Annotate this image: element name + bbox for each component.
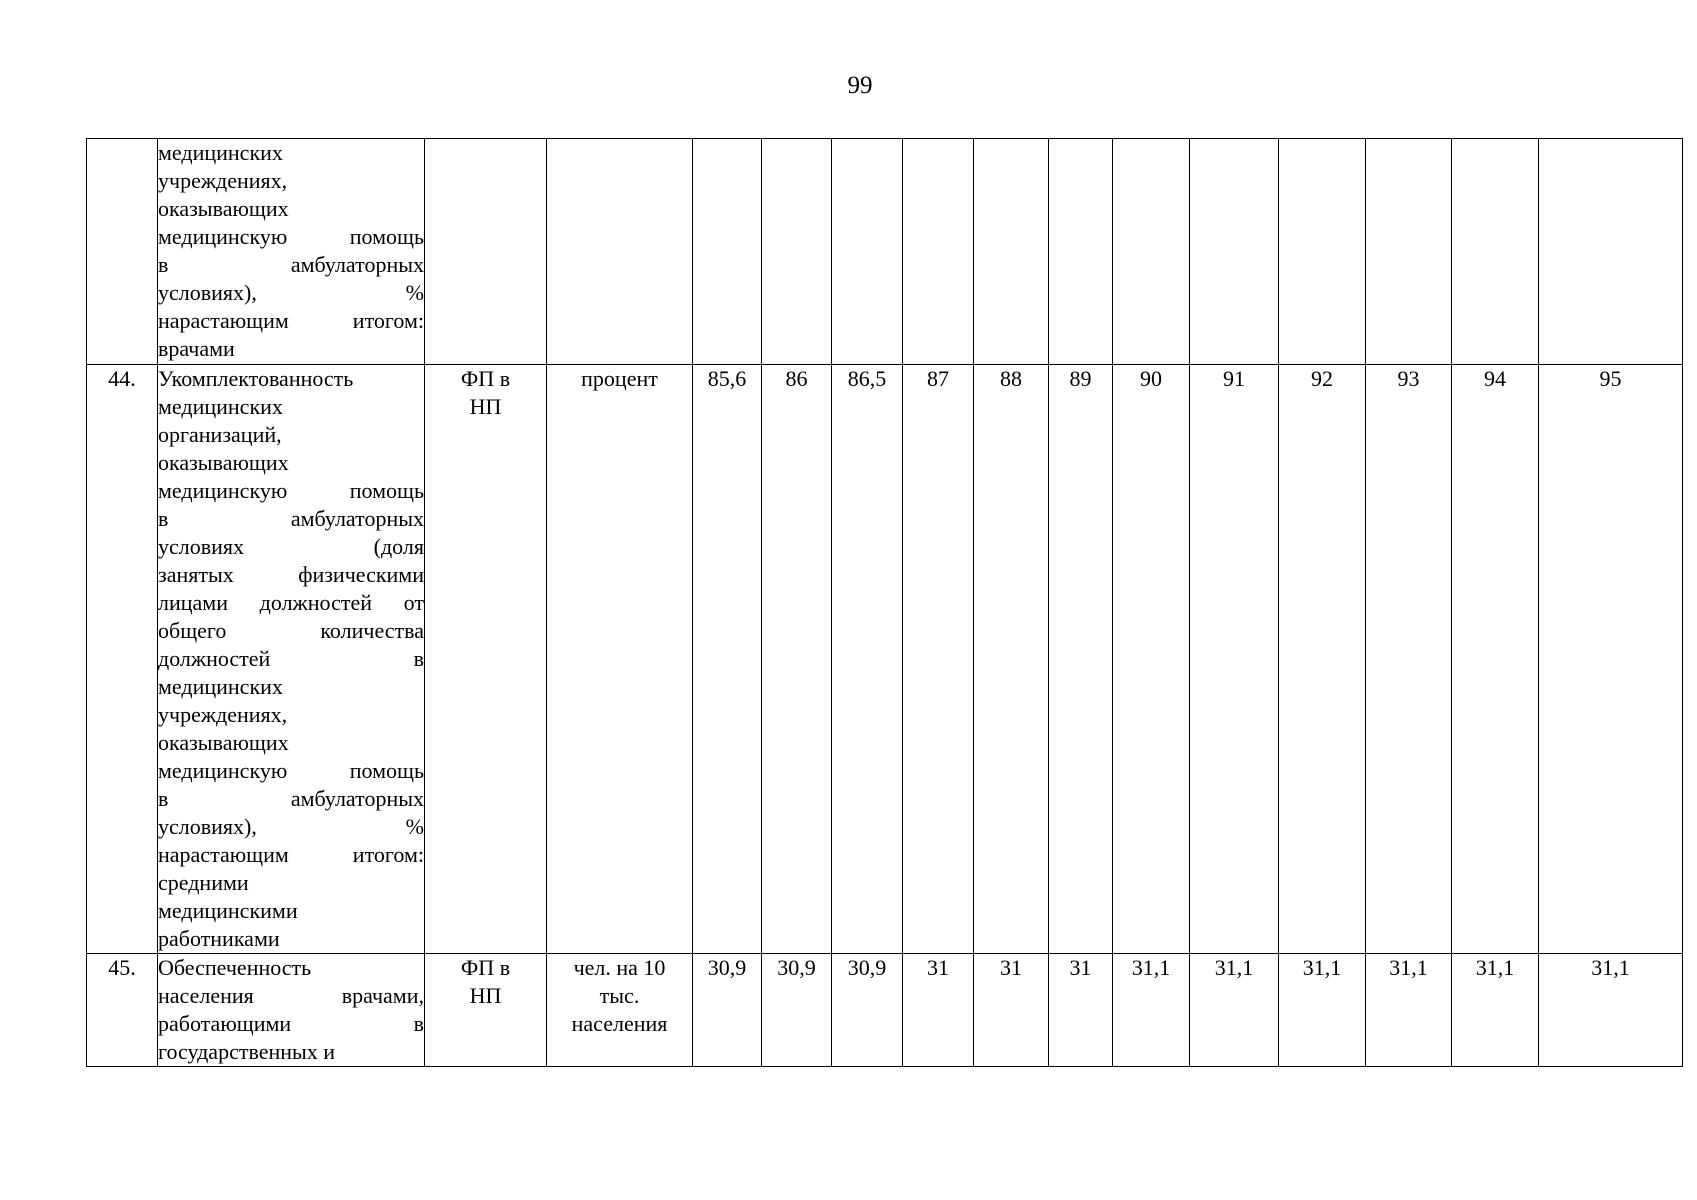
description-line: работниками bbox=[158, 926, 280, 951]
value-cell: 31,1 bbox=[1190, 954, 1279, 1067]
description-line: условиях (доля bbox=[158, 534, 424, 559]
description-line: учреждениях, bbox=[158, 702, 288, 727]
source-line: НП bbox=[469, 394, 502, 419]
description-line: медицинскими bbox=[158, 898, 298, 923]
description-line: общего количества bbox=[158, 618, 424, 643]
indicator-description bbox=[158, 139, 425, 365]
value-cell: 85,6 bbox=[693, 365, 762, 954]
value-cell: 31 bbox=[903, 954, 974, 1067]
description-line: медицинскую помощь bbox=[158, 224, 424, 249]
description-line: нарастающим итогом: bbox=[158, 308, 424, 333]
description-line: оказывающих bbox=[158, 450, 289, 475]
description-line: оказывающих bbox=[158, 730, 289, 755]
description-line: средними bbox=[158, 870, 249, 895]
description-line: организаций, bbox=[158, 422, 282, 447]
indicator-description bbox=[158, 954, 425, 1067]
value-cell bbox=[1190, 139, 1279, 365]
description-line: в амбулаторных bbox=[158, 786, 424, 811]
indicator-unit bbox=[547, 954, 693, 1067]
value-cell: 95 bbox=[1539, 365, 1683, 954]
description-line: условиях), % bbox=[158, 280, 424, 305]
value-cell bbox=[1366, 139, 1452, 365]
indicator-description bbox=[158, 365, 425, 954]
description-line: оказывающих bbox=[158, 196, 289, 221]
page-number: 99 bbox=[847, 72, 873, 99]
indicators-table bbox=[86, 138, 1683, 1067]
description-line: населения врачами, bbox=[158, 983, 424, 1008]
value-cell: 88 bbox=[974, 365, 1049, 954]
description-line: Обеспеченность bbox=[158, 955, 312, 980]
description-line: медицинских bbox=[158, 674, 283, 699]
value-cell: 94 bbox=[1452, 365, 1539, 954]
description-line: медицинских bbox=[158, 394, 283, 419]
unit-line: населения bbox=[571, 1011, 668, 1036]
description-line: учреждениях, bbox=[158, 168, 288, 193]
value-cell: 93 bbox=[1366, 365, 1452, 954]
table-row bbox=[87, 139, 1683, 365]
row-number: 45. bbox=[87, 954, 158, 1067]
description-line: медицинскую помощь bbox=[158, 758, 424, 783]
indicator-unit bbox=[547, 139, 693, 365]
description-line: в амбулаторных bbox=[158, 506, 424, 531]
description-line: медицинскую помощь bbox=[158, 478, 424, 503]
value-cell: 31,1 bbox=[1452, 954, 1539, 1067]
unit-line: процент bbox=[581, 366, 658, 391]
description-line: работающими в bbox=[158, 1011, 424, 1036]
unit-line: чел. на 10 bbox=[573, 955, 666, 980]
table-row bbox=[87, 365, 1683, 954]
row-number: 44. bbox=[87, 365, 158, 954]
value-cell bbox=[832, 139, 903, 365]
value-cell bbox=[974, 139, 1049, 365]
value-cell bbox=[1279, 139, 1366, 365]
indicator-source bbox=[425, 365, 547, 954]
description-line: Укомплектованность bbox=[158, 366, 354, 391]
value-cell bbox=[762, 139, 832, 365]
description-line: занятых физическими bbox=[158, 562, 424, 587]
value-cell bbox=[693, 139, 762, 365]
value-cell: 31,1 bbox=[1279, 954, 1366, 1067]
description-line: врачами bbox=[158, 336, 235, 361]
value-cell: 87 bbox=[903, 365, 974, 954]
description-line: государственных и bbox=[158, 1039, 336, 1064]
source-line: НП bbox=[469, 983, 502, 1008]
indicator-source bbox=[425, 139, 547, 365]
value-cell: 31 bbox=[974, 954, 1049, 1067]
description-line: нарастающим итогом: bbox=[158, 842, 424, 867]
value-cell bbox=[1539, 139, 1683, 365]
value-cell: 31,1 bbox=[1539, 954, 1683, 1067]
description-line: условиях), % bbox=[158, 814, 424, 839]
description-line: должностей в bbox=[158, 646, 424, 671]
value-cell: 91 bbox=[1190, 365, 1279, 954]
value-cell: 31,1 bbox=[1366, 954, 1452, 1067]
description-line: медицинских bbox=[158, 140, 283, 165]
source-line: ФП в bbox=[460, 955, 511, 980]
value-cell: 90 bbox=[1113, 365, 1190, 954]
value-cell bbox=[1452, 139, 1539, 365]
value-cell bbox=[903, 139, 974, 365]
source-line: ФП в bbox=[460, 366, 511, 391]
indicator-source bbox=[425, 954, 547, 1067]
value-cell: 92 bbox=[1279, 365, 1366, 954]
value-cell: 30,9 bbox=[832, 954, 903, 1067]
value-cell: 30,9 bbox=[693, 954, 762, 1067]
value-cell bbox=[1049, 139, 1113, 365]
unit-line: тыс. bbox=[599, 983, 640, 1008]
value-cell: 31,1 bbox=[1113, 954, 1190, 1067]
value-cell: 86,5 bbox=[832, 365, 903, 954]
value-cell: 89 bbox=[1049, 365, 1113, 954]
value-cell: 86 bbox=[762, 365, 832, 954]
description-line: лицами должностей от bbox=[158, 590, 424, 615]
value-cell: 31 bbox=[1049, 954, 1113, 1067]
table-row bbox=[87, 954, 1683, 1067]
indicator-unit bbox=[547, 365, 693, 954]
description-line: в амбулаторных bbox=[158, 252, 424, 277]
row-number bbox=[87, 139, 158, 365]
value-cell bbox=[1113, 139, 1190, 365]
value-cell: 30,9 bbox=[762, 954, 832, 1067]
